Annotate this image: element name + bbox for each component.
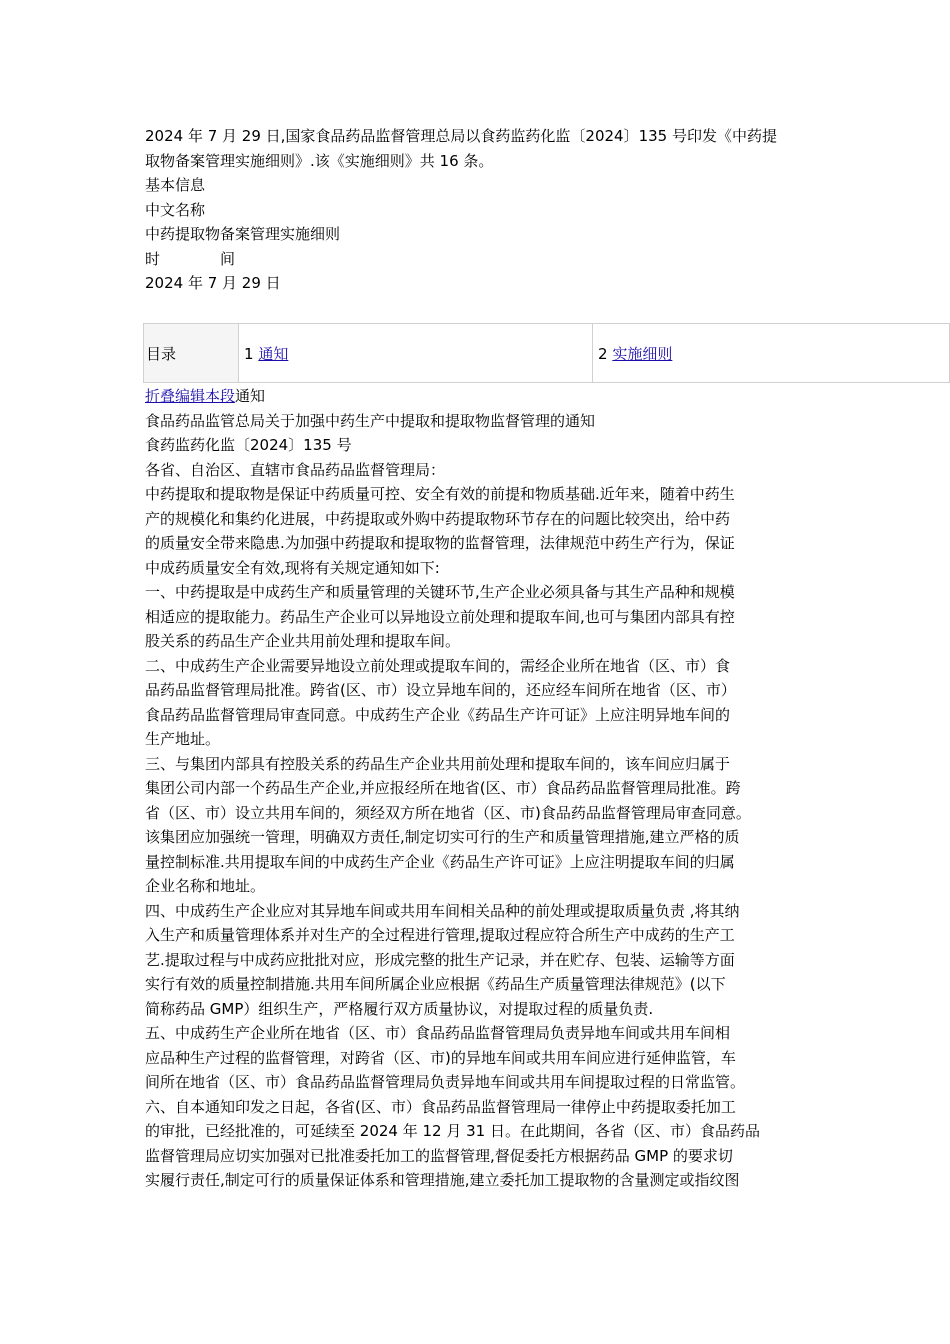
paragraph-line: 产的规模化和集约化进展，中药提取或外购中药提取物环节存在的问题比较突出，给中药 (145, 509, 731, 528)
paragraph-line: 中成药质量安全有效,现将有关规定通知如下: (145, 558, 440, 577)
paragraph-line: 省（区、市）设立共用车间的，须经双方所在地省（区、市)食品药品监督管理局审查同意。 (145, 803, 751, 822)
notice-title: 食品药品监管总局关于加强中药生产中提取和提取物监督管理的通知 (145, 411, 596, 430)
paragraph-line: 应品种生产过程的监督管理，对跨省（区、市)的异地车间或共用车间应进行延伸监管，车 (145, 1048, 736, 1067)
paragraph-line: 间所在地省（区、市）食品药品监督管理局负责异地车间或共用车间提取过程的日常监管。 (145, 1073, 746, 1091)
notice-body (145, 482, 950, 1193)
intro-line: 取物备案管理实施细则》.该《实施细则》共 16 条。 (145, 151, 494, 170)
paragraph-line: 实行有效的质量控制措施.共用车间所属企业应根据《药品生产质量管理法律规范》(以下 (145, 975, 726, 993)
paragraph-line: 食品药品监督管理局审查同意。中成药生产企业《药品生产许可证》上应注明异地车间的 (145, 705, 731, 724)
paragraph-line: 股关系的药品生产企业共用前处理和提取车间。 (145, 632, 461, 650)
paragraph-line: 的质量安全带来隐患.为加强中药提取和提取物的监督管理，法律规范中药生产行为，保证 (145, 534, 735, 552)
time-value: 2024 年 7 月 29 日 (145, 274, 281, 292)
paragraph-line: 五、中成药生产企业所在地省（区、市）食品药品监督管理局负责异地车间或共用车间相 (145, 1024, 731, 1042)
toc-item-number: 1 (244, 344, 254, 363)
paragraph-line: 一、中药提取是中成药生产和质量管理的关键环节,生产企业必须具备与其生产品种和规模 (145, 583, 735, 601)
paragraph-line: 二、中成药生产企业需要异地设立前处理或提取车间的，需经企业所在地省（区、市）食 (145, 656, 731, 675)
info-heading: 基本信息 (145, 176, 206, 194)
intro-line: 2024 年 7 月 29 日,国家食品药品监督管理总局以食药监药化监〔2024〕135 号印发《中药提 (145, 127, 777, 145)
paragraph-line: 四、中成药生产企业应对其异地车间或共用车间相关品种的前处理或提取质量负责 ,将其纳 (145, 901, 740, 920)
section-title: 通知 (235, 387, 266, 405)
intro-block (145, 124, 950, 296)
paragraph-line: 相适应的提取能力。药品生产企业可以异地设立前处理和提取车间,也可与集团内部具有控 (145, 607, 735, 626)
addressee: 各省、自治区、直辖市食品药品监督管理局： (145, 460, 446, 479)
toc-item-1 (239, 324, 593, 383)
table-of-contents (143, 323, 950, 383)
toc-link-notice[interactable]: 通知 (258, 344, 289, 363)
name-value: 中药提取物备案管理实施细则 (145, 225, 341, 243)
paragraph-line: 简称药品 GMP）组织生产，严格履行双方质量协议，对提取过程的质量负责. (145, 999, 654, 1018)
name-label: 中文名称 (145, 200, 206, 219)
toc-link-rules[interactable]: 实施细则 (612, 344, 673, 363)
time-label: 时 间 (145, 249, 236, 268)
paragraph-line: 艺.提取过程与中成药应批批对应，形成完整的批生产记录，并在贮存、包装、运输等方面 (145, 950, 735, 969)
toc-item-2 (593, 324, 950, 383)
document-number: 食药监药化监〔2024〕135 号 (145, 436, 352, 454)
paragraph-line: 中药提取和提取物是保证中药质量可控、安全有效的前提和物质基础.近年来，随着中药生 (145, 485, 735, 503)
paragraph-line: 三、与集团内部具有控股关系的药品生产企业共用前处理和提取车间的，该车间应归属于 (145, 754, 731, 773)
toc-label: 目录 (144, 324, 239, 383)
paragraph-line: 生产地址。 (145, 730, 221, 748)
paragraph-line: 集团公司内部一个药品生产企业,并应报经所在地省(区、市）食品药品监督管理局批准。跨 (145, 779, 741, 797)
section-heading (145, 384, 950, 409)
paragraph-line: 的审批，已经批准的，可延续至 2024 年 12 月 31 日。在此期间，各省（区、市）食品药品 (145, 1122, 760, 1140)
paragraph-line: 该集团应加强统一管理，明确双方责任,制定切实可行的生产和质量管理措施,建立严格的质 (145, 828, 740, 846)
paragraph-line: 监督管理局应切实加强对已批准委托加工的监督管理,督促委托方根据药品 GMP 的要求切 (145, 1146, 733, 1165)
paragraph-line: 量控制标准.共用提取车间的中成药生产企业《药品生产许可证》上应注明提取车间的归属 (145, 852, 735, 871)
paragraph-line: 企业名称和地址。 (145, 877, 266, 895)
fold-edit-link[interactable]: 折叠编辑本段 (145, 387, 236, 405)
toc-item-number: 2 (598, 344, 608, 363)
paragraph-line: 入生产和质量管理体系并对生产的全过程进行管理,提取过程应符合所生产中成药的生产工 (145, 926, 735, 944)
paragraph-line: 六、自本通知印发之日起，各省(区、市）食品药品监督管理局一律停止中药提取委托加工 (145, 1097, 736, 1116)
paragraph-line: 品药品监督管理局批准。跨省(区、市）设立异地车间的，还应经车间所在地省（区、市） (145, 681, 736, 699)
paragraph-line: 实履行责任,制定可行的质量保证体系和管理措施,建立委托加工提取物的含量测定或指纹图 (145, 1171, 740, 1189)
notice-section (145, 384, 950, 1193)
